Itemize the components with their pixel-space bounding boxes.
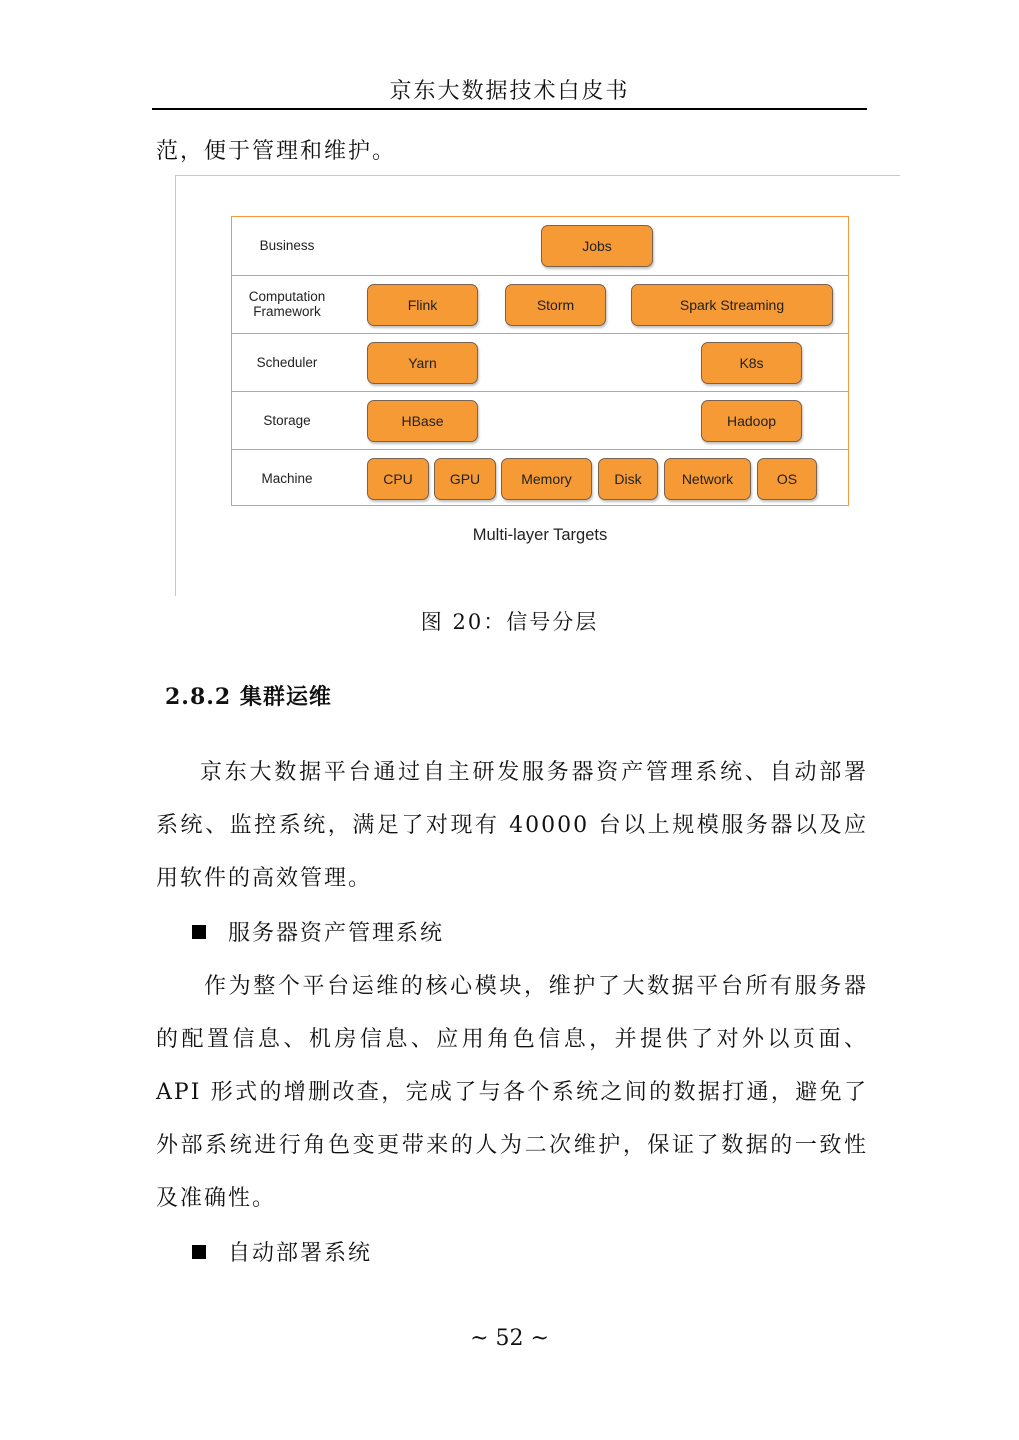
layer-label: Machine <box>261 470 313 486</box>
box-network: Network <box>664 458 751 500</box>
layer-computation-framework <box>232 275 848 333</box>
header-divider <box>152 108 867 110</box>
bullet-auto-deploy <box>192 1236 372 1267</box>
square-bullet-icon <box>192 925 206 939</box>
box-cpu: CPU <box>367 458 429 500</box>
diagram-caption: Multi-layer Targets <box>472 526 608 544</box>
box-os: OS <box>757 458 817 500</box>
box-jobs: Jobs <box>541 225 653 267</box>
paragraph-asset-management: 作为整个平台运维的核心模块，维护了大数据平台所有服务器的配置信息、机房信息、应用角色信息，并提供了对外以页面、API 形式的增删改查，完成了与各个系统之间的数据打通，避免了外部系统进行角色变更带来的人为二次维护，保证了数据的一致性及准确性。 <box>156 974 868 1211</box>
box-memory: Memory <box>501 458 592 500</box>
layer-label: Storage <box>263 412 311 428</box>
continuation-text: 范，便于管理和维护。 <box>156 139 397 164</box>
bullet-asset-management <box>192 916 444 947</box>
layer-diagram <box>231 216 849 506</box>
box-disk: Disk <box>598 458 658 500</box>
square-bullet-icon <box>192 1245 206 1259</box>
paragraph-intro: 京东大数据平台通过自主研发服务器资产管理系统、自动部署系统、监控系统，满足了对现有 40000 台以上规模服务器以及应用软件的高效管理。 <box>156 760 868 891</box>
page-number: ~ 52 ~ <box>470 1326 549 1351</box>
layer-label: Business <box>259 237 315 253</box>
box-hbase: HBase <box>367 400 478 442</box>
layer-business <box>232 217 848 275</box>
layer-storage <box>232 391 848 449</box>
figure-caption: 图 20：信号分层 <box>420 610 599 634</box>
box-storm: Storm <box>505 284 606 326</box>
bullet-label: 服务器资产管理系统 <box>228 921 445 946</box>
layer-machine <box>232 449 848 507</box>
box-hadoop: Hadoop <box>701 400 802 442</box>
section-heading: 2.8.2 集群运维 <box>165 684 332 710</box>
box-spark-streaming: Spark Streaming <box>631 284 833 326</box>
header-title: 京东大数据技术白皮书 <box>389 79 630 104</box>
layer-scheduler <box>232 333 848 391</box>
layer-label: Scheduler <box>256 354 318 370</box>
box-k8s: K8s <box>701 342 802 384</box>
bullet-label: 自动部署系统 <box>228 1241 373 1266</box>
box-flink: Flink <box>367 284 478 326</box>
box-yarn: Yarn <box>367 342 478 384</box>
box-gpu: GPU <box>434 458 496 500</box>
layer-label: Computation Framework <box>248 289 326 319</box>
